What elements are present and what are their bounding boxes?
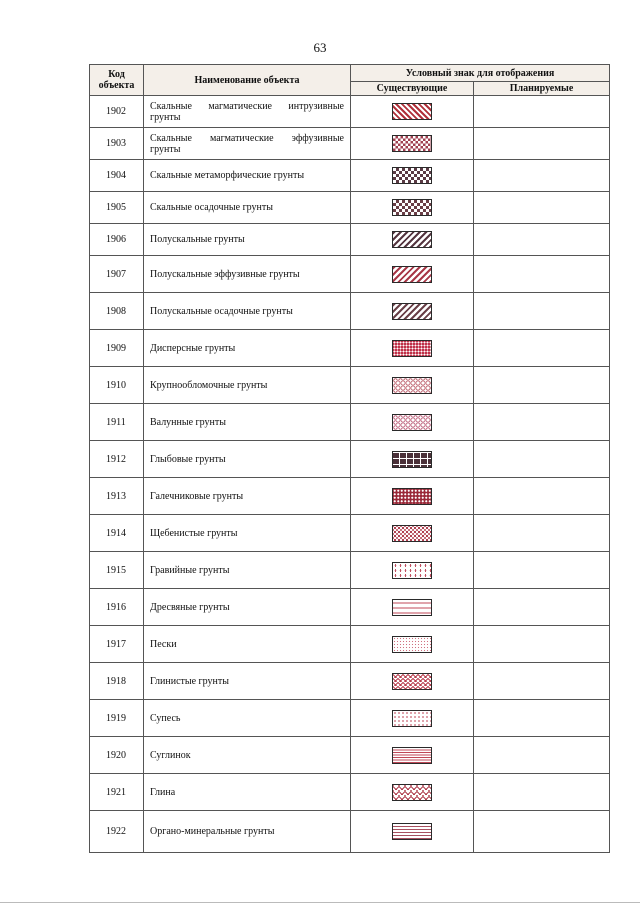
diagonal-brown-pattern-icon: [392, 303, 432, 320]
header-symbol: Условный знак для отображения: [351, 65, 610, 82]
table-row: [90, 293, 610, 330]
object-name: Скальные осадочные грунты: [144, 192, 351, 224]
object-code: 1920: [90, 737, 144, 774]
table-row: [90, 224, 610, 256]
table-row: [90, 330, 610, 367]
planned-symbol-cell: [474, 478, 610, 515]
existing-symbol-cell: [351, 192, 474, 224]
table-row: [90, 404, 610, 441]
object-code: 1912: [90, 441, 144, 478]
checker-red-pattern-icon: [392, 135, 432, 152]
existing-symbol-cell: [351, 589, 474, 626]
table-row: [90, 128, 610, 160]
planned-symbol-cell: [474, 160, 610, 192]
existing-symbol-cell: [351, 626, 474, 663]
object-name: Супесь: [144, 700, 351, 737]
object-code: 1904: [90, 160, 144, 192]
object-name: Полускальные грунты: [144, 224, 351, 256]
planned-symbol-cell: [474, 552, 610, 589]
checker-brown-pattern-icon: [392, 199, 432, 216]
header-name: Наименование объекта: [144, 65, 351, 96]
planned-symbol-cell: [474, 256, 610, 293]
object-name: Пески: [144, 626, 351, 663]
planned-symbol-cell: [474, 626, 610, 663]
page-number: 63: [313, 40, 327, 55]
table-row: [90, 256, 610, 293]
planned-symbol-cell: [474, 330, 610, 367]
table-row: [90, 96, 610, 128]
planned-symbol-cell: [474, 737, 610, 774]
table-row: [90, 700, 610, 737]
existing-symbol-cell: [351, 478, 474, 515]
planned-symbol-cell: [474, 404, 610, 441]
planned-symbol-cell: [474, 774, 610, 811]
table-row: [90, 811, 610, 853]
existing-symbol-cell: [351, 224, 474, 256]
object-name: Суглинок: [144, 737, 351, 774]
zigzag-pattern-icon: [392, 673, 432, 690]
planned-symbol-cell: [474, 367, 610, 404]
existing-symbol-cell: [351, 367, 474, 404]
dashes-pattern-icon: [392, 599, 432, 616]
planned-symbol-cell: [474, 128, 610, 160]
object-name: Глыбовые грунты: [144, 441, 351, 478]
object-name: Щебенистые грунты: [144, 515, 351, 552]
object-code: 1922: [90, 811, 144, 853]
object-code: 1905: [90, 192, 144, 224]
blocks-dark-pattern-icon: [392, 451, 432, 468]
object-code: 1913: [90, 478, 144, 515]
planned-symbol-cell: [474, 589, 610, 626]
object-code: 1915: [90, 552, 144, 589]
object-code: 1902: [90, 96, 144, 128]
object-name: Полускальные эффузивные грунты: [144, 256, 351, 293]
header-planned: Планируемые: [474, 82, 610, 96]
object-name: Скальные метаморфические грунты: [144, 160, 351, 192]
table-row: [90, 160, 610, 192]
object-code: 1910: [90, 367, 144, 404]
object-code: 1908: [90, 293, 144, 330]
planned-symbol-cell: [474, 96, 610, 128]
existing-symbol-cell: [351, 128, 474, 160]
existing-symbol-cell: [351, 330, 474, 367]
object-code: 1914: [90, 515, 144, 552]
table-row: [90, 589, 610, 626]
object-name: Глинистые грунты: [144, 663, 351, 700]
table-row: [90, 478, 610, 515]
table-row: [90, 192, 610, 224]
boulders-pattern-icon: [392, 414, 432, 431]
object-code: 1919: [90, 700, 144, 737]
object-name: Скальные магматические интрузивные грунты: [144, 96, 351, 128]
existing-symbol-cell: [351, 663, 474, 700]
diagonal-red-pattern-icon: [392, 266, 432, 283]
existing-symbol-cell: [351, 96, 474, 128]
table-row: [90, 626, 610, 663]
table-row: [90, 367, 610, 404]
object-code: 1917: [90, 626, 144, 663]
rubble-pattern-icon: [392, 525, 432, 542]
planned-symbol-cell: [474, 700, 610, 737]
planned-symbol-cell: [474, 811, 610, 853]
table-row: [90, 515, 610, 552]
object-name: Глина: [144, 774, 351, 811]
fine-waves-pattern-icon: [392, 747, 432, 764]
object-code: 1903: [90, 128, 144, 160]
existing-symbol-cell: [351, 774, 474, 811]
planned-symbol-cell: [474, 441, 610, 478]
gravel-red-pattern-icon: [392, 488, 432, 505]
header-existing: Существующие: [351, 82, 474, 96]
table-row: [90, 737, 610, 774]
existing-symbol-cell: [351, 737, 474, 774]
planned-symbol-cell: [474, 515, 610, 552]
object-code: 1916: [90, 589, 144, 626]
object-name: Органо-минеральные грунты: [144, 811, 351, 853]
existing-symbol-cell: [351, 700, 474, 737]
object-name: Дресвяные грунты: [144, 589, 351, 626]
crosshatch-red-pattern-icon: [392, 103, 432, 120]
pebbles-pattern-icon: [392, 377, 432, 394]
object-name: Гравийные грунты: [144, 552, 351, 589]
object-name: Крупнообломочные грунты: [144, 367, 351, 404]
planned-symbol-cell: [474, 192, 610, 224]
object-name: Валунные грунты: [144, 404, 351, 441]
existing-symbol-cell: [351, 293, 474, 330]
header-code: Код объекта: [90, 65, 144, 96]
waves-pattern-icon: [392, 784, 432, 801]
checker-dark-pattern-icon: [392, 167, 432, 184]
object-code: 1909: [90, 330, 144, 367]
sand-pattern-icon: [392, 636, 432, 653]
dots-red-pattern-icon: [392, 340, 432, 357]
table-row: [90, 663, 610, 700]
existing-symbol-cell: [351, 160, 474, 192]
diagonal-dark-pattern-icon: [392, 231, 432, 248]
planned-symbol-cell: [474, 293, 610, 330]
object-code: 1911: [90, 404, 144, 441]
existing-symbol-cell: [351, 404, 474, 441]
existing-symbol-cell: [351, 811, 474, 853]
existing-symbol-cell: [351, 441, 474, 478]
object-code: 1921: [90, 774, 144, 811]
object-code: 1918: [90, 663, 144, 700]
page-edge: [0, 902, 640, 903]
object-name: Полускальные осадочные грунты: [144, 293, 351, 330]
existing-symbol-cell: [351, 515, 474, 552]
object-code: 1906: [90, 224, 144, 256]
table-row: [90, 774, 610, 811]
object-name: Галечниковые грунты: [144, 478, 351, 515]
object-name: Дисперсные грунты: [144, 330, 351, 367]
planned-symbol-cell: [474, 663, 610, 700]
legend-table: [89, 64, 610, 853]
gravel-light-pattern-icon: [392, 562, 432, 579]
fine-dots-pattern-icon: [392, 710, 432, 727]
object-name: Скальные магматические эффузивные грунты: [144, 128, 351, 160]
object-code: 1907: [90, 256, 144, 293]
existing-symbol-cell: [351, 552, 474, 589]
organic-pattern-icon: [392, 823, 432, 840]
table-row: [90, 441, 610, 478]
planned-symbol-cell: [474, 224, 610, 256]
table-row: [90, 552, 610, 589]
existing-symbol-cell: [351, 256, 474, 293]
